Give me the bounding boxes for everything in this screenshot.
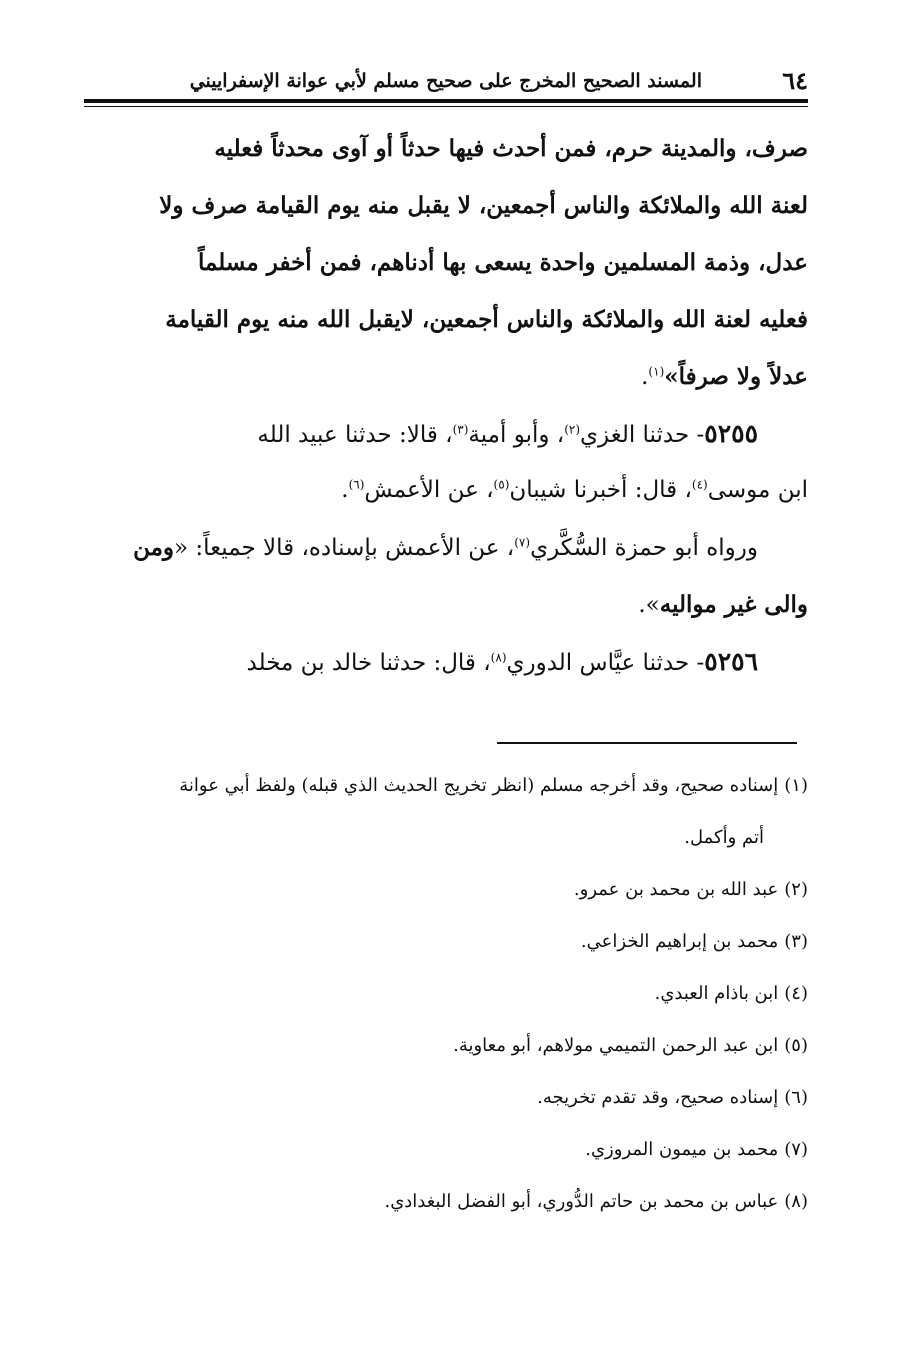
footnote-ref-8: (٨) bbox=[490, 650, 507, 665]
text-segment: ، قال: حدثنا خالد بن مخلد bbox=[246, 650, 491, 676]
footnote-text: ابن عبد الرحمن التميمي مولاهم، أبو معاوية. bbox=[453, 1035, 779, 1056]
hadith-5256-line bbox=[84, 633, 808, 690]
text-segment: ، قال: أخبرنا شيبان bbox=[509, 477, 692, 503]
text-segment: ، عن الأعمش بإسناده، قالا جميعاً: « bbox=[174, 535, 515, 561]
period: . bbox=[641, 364, 649, 390]
text-line-2: لعنة الله والملائكة والناس أجمعين، لا يقبل منه يوم القيامة صرف ولا bbox=[159, 192, 808, 219]
hadith-5255-line bbox=[84, 405, 808, 462]
footnote-number: (٦) bbox=[784, 1087, 808, 1108]
footnote-number: (١) bbox=[784, 775, 808, 796]
footnote-ref-5: (٥) bbox=[493, 477, 510, 492]
footnote-number: (٢) bbox=[784, 879, 808, 900]
bold-segment: والى غير مواليه bbox=[659, 591, 808, 618]
footnotes bbox=[84, 760, 808, 1228]
text-segment: ابن موسى bbox=[707, 477, 808, 503]
footnote-3 bbox=[84, 916, 808, 968]
footnote-ref-4: (٤) bbox=[691, 477, 708, 492]
page-number: ٦٤ bbox=[782, 66, 808, 95]
footnote-1 bbox=[84, 760, 808, 812]
footnote-8 bbox=[84, 1176, 808, 1228]
footnote-ref-7: (٧) bbox=[514, 535, 531, 550]
footnote-text: عبد الله بن محمد بن عمرو. bbox=[573, 879, 779, 900]
bold-segment: ومن bbox=[133, 534, 175, 561]
running-title: المسند الصحيح المخرج على صحيح مسلم لأبي عوانة الإسفراييني bbox=[189, 70, 702, 92]
hadith-end-bold: عدلاً ولا صرفاً» bbox=[664, 363, 808, 390]
footnote-1-continuation: أتم وأكمل. bbox=[684, 827, 764, 848]
text-segment: ورواه أبو حمزة السُّكَّري bbox=[530, 535, 758, 561]
footnote-5 bbox=[84, 1020, 808, 1072]
text-line-3: عدل، وذمة المسلمين واحدة يسعى بها أدناهم، فمن أخفر مسلماً bbox=[198, 249, 808, 276]
footnote-ref-6: (٦) bbox=[348, 477, 365, 492]
footnote-number: (٧) bbox=[784, 1139, 808, 1160]
footnote-text: عباس بن محمد بن حاتم الدُّوري، أبو الفضل البغدادي. bbox=[384, 1191, 779, 1212]
main-text bbox=[84, 120, 808, 690]
text-segment: ، قالا: حدثنا عبيد الله bbox=[257, 422, 453, 448]
footnote-number: (٣) bbox=[784, 931, 808, 952]
text-line-7 bbox=[84, 462, 808, 519]
text-line-9 bbox=[84, 576, 808, 633]
footnote-2 bbox=[84, 864, 808, 916]
text-line-4: فعليه لعنة الله والملائكة والناس أجمعين، لايقبل الله منه يوم القيامة bbox=[165, 306, 808, 333]
footnote-number: (٤) bbox=[784, 983, 808, 1004]
text-segment: ، عن الأعمش bbox=[364, 477, 494, 503]
header-rule-thick bbox=[84, 99, 808, 103]
footnote-ref-3: (٣) bbox=[452, 422, 469, 437]
footnote-number: (٨) bbox=[784, 1191, 808, 1212]
text-line-1: صرف، والمدينة حرم، فمن أحدث فيها حدثاً أو آوى محدثاً فعليه bbox=[214, 135, 808, 162]
footnote-text: إسناده صحيح، وقد أخرجه مسلم (انظر تخريج الحديث الذي قبله) ولفظ أبي عوانة bbox=[179, 775, 779, 796]
footnote-text: إسناده صحيح، وقد تقدم تخريجه. bbox=[537, 1087, 779, 1108]
footnote-text: محمد بن ميمون المروزي. bbox=[585, 1139, 779, 1160]
text-line-5 bbox=[84, 348, 808, 405]
page-header bbox=[84, 62, 808, 98]
footnote-text: محمد بن إبراهيم الخزاعي. bbox=[580, 931, 779, 952]
text-segment: ». bbox=[638, 592, 660, 618]
text-segment: ، وأبو أمية bbox=[468, 422, 565, 448]
footnote-7 bbox=[84, 1124, 808, 1176]
footnote-number: (٥) bbox=[784, 1035, 808, 1056]
header-rule-thin bbox=[84, 106, 808, 107]
period: . bbox=[341, 477, 349, 503]
footnote-text: ابن باذام العبدي. bbox=[654, 983, 779, 1004]
footnote-separator bbox=[497, 742, 797, 744]
footnote-4 bbox=[84, 968, 808, 1020]
text-line-8 bbox=[84, 519, 808, 576]
hadith-number-5256: ٥٢٥٦ bbox=[704, 647, 758, 676]
hadith-number-5255: ٥٢٥٥ bbox=[704, 419, 758, 448]
text-segment: - حدثنا الغزي bbox=[580, 422, 705, 448]
text-segment: - حدثنا عيَّاس الدوري bbox=[506, 650, 705, 676]
footnote-6 bbox=[84, 1072, 808, 1124]
footnote-ref-1: (١) bbox=[648, 364, 665, 379]
footnote-ref-2: (٢) bbox=[564, 422, 581, 437]
